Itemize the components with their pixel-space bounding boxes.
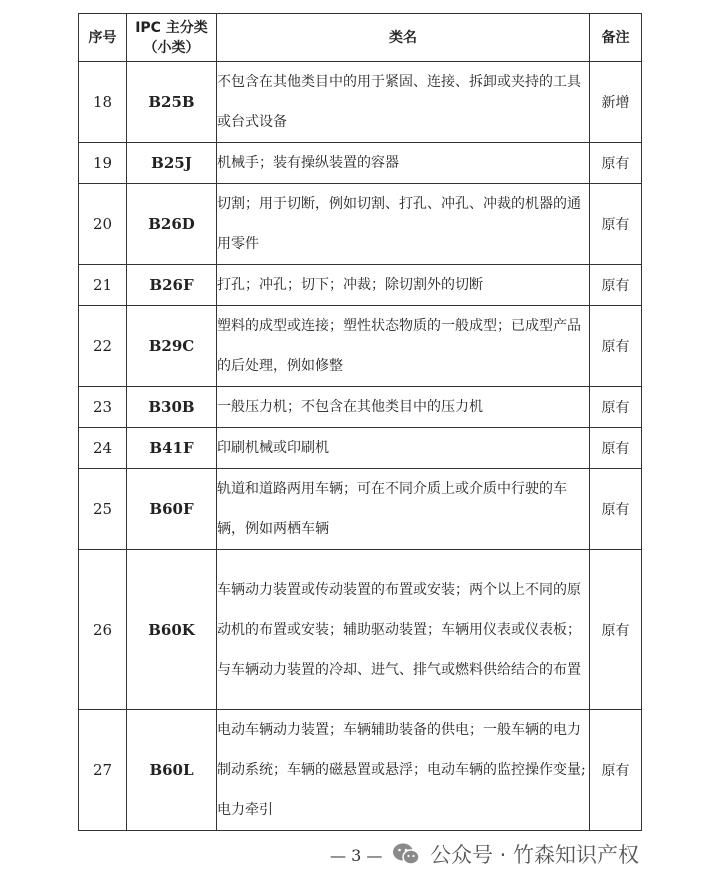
header-ipc-line1: IPC 主分类 [135, 19, 208, 36]
row-ipc-code: B26D [127, 184, 217, 265]
row-note: 原有 [590, 710, 642, 831]
row-class-name: 轨道和道路两用车辆；可在不同介质上或介质中行驶的车辆，例如两栖车辆 [217, 469, 590, 550]
table-row [79, 62, 642, 143]
table-row [79, 265, 642, 306]
header-seq: 序号 [79, 14, 127, 62]
row-note: 原有 [590, 428, 642, 469]
table-row [79, 428, 642, 469]
row-class-name: 打孔；冲孔；切下；冲裁；除切割外的切断 [217, 265, 590, 306]
row-note: 原有 [590, 184, 642, 265]
row-note: 原有 [590, 387, 642, 428]
row-ipc-code: B60L [127, 710, 217, 831]
row-note: 原有 [590, 550, 642, 710]
row-class-name: 车辆动力装置或传动装置的布置或安装；两个以上不同的原动机的布置或安装；辅助驱动装置；车辆用仪表或仪表板；与车辆动力装置的冷却、进气、排气或燃料供给结合的布置 [217, 550, 590, 710]
row-class-name: 一般压力机；不包含在其他类目中的压力机 [217, 387, 590, 428]
row-ipc-code: B60K [127, 550, 217, 710]
row-ipc-code: B60F [127, 469, 217, 550]
header-name: 类名 [217, 14, 590, 62]
table-row [79, 184, 642, 265]
row-class-name: 不包含在其他类目中的用于紧固、连接、拆卸或夹持的工具或台式设备 [217, 62, 590, 143]
table-row [79, 550, 642, 710]
row-class-name: 印刷机械或印刷机 [217, 428, 590, 469]
row-seq: 25 [79, 469, 127, 550]
table-row [79, 469, 642, 550]
table-header-row [79, 14, 642, 62]
row-ipc-code: B26F [127, 265, 217, 306]
row-note: 原有 [590, 143, 642, 184]
table-row [79, 387, 642, 428]
wechat-icon [392, 842, 420, 866]
row-seq: 21 [79, 265, 127, 306]
row-note: 新增 [590, 62, 642, 143]
header-ipc [127, 14, 217, 62]
header-ipc-line2: （小类） [143, 39, 200, 56]
row-class-name: 切割；用于切断，例如切割、打孔、冲孔、冲裁的机器的通用零件 [217, 184, 590, 265]
page-number: — 3 — [330, 846, 383, 865]
row-seq: 27 [79, 710, 127, 831]
row-seq: 19 [79, 143, 127, 184]
watermark-text: 公众号 · 竹森知识产权 [430, 843, 640, 867]
row-ipc-code: B41F [127, 428, 217, 469]
row-note: 原有 [590, 306, 642, 387]
row-ipc-code: B25B [127, 62, 217, 143]
row-note: 原有 [590, 265, 642, 306]
ipc-classification-table [78, 13, 642, 831]
row-note: 原有 [590, 469, 642, 550]
row-seq: 18 [79, 62, 127, 143]
row-class-name: 电动车辆动力装置；车辆辅助装备的供电；一般车辆的电力制动系统；车辆的磁悬置或悬浮；电动车辆的监控操作变量;电力牵引 [217, 710, 590, 831]
table-row [79, 710, 642, 831]
row-ipc-code: B29C [127, 306, 217, 387]
row-seq: 24 [79, 428, 127, 469]
row-seq: 26 [79, 550, 127, 710]
row-ipc-code: B30B [127, 387, 217, 428]
row-class-name: 机械手；装有操纵装置的容器 [217, 143, 590, 184]
row-ipc-code: B25J [127, 143, 217, 184]
table-row [79, 306, 642, 387]
row-seq: 22 [79, 306, 127, 387]
row-class-name: 塑料的成型或连接；塑性状态物质的一般成型；已成型产品的后处理，例如修整 [217, 306, 590, 387]
row-seq: 23 [79, 387, 127, 428]
row-seq: 20 [79, 184, 127, 265]
table-row [79, 143, 642, 184]
header-note: 备注 [590, 14, 642, 62]
watermark [392, 839, 639, 869]
